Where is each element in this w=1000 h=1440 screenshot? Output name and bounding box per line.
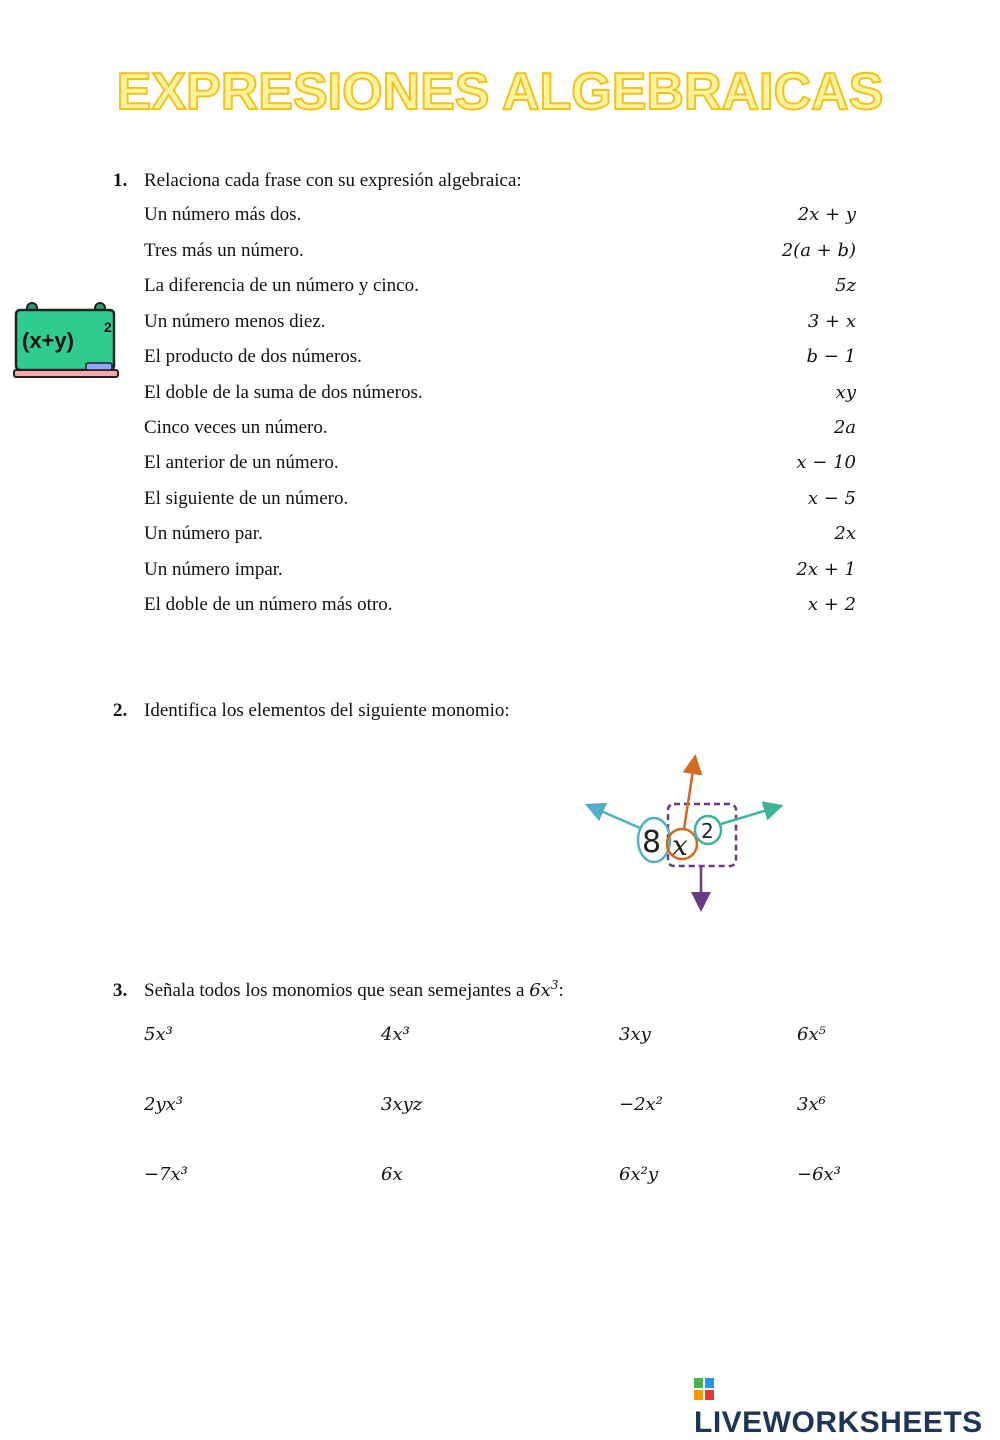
brand-name: LIVEWORKSHEETS bbox=[694, 1406, 983, 1439]
phrase-text: El doble de la suma de dos números. bbox=[144, 382, 423, 403]
phrase-text: El anterior de un número. bbox=[144, 452, 339, 473]
phrase-text: Cinco veces un número. bbox=[144, 417, 328, 438]
expression-text[interactable]: 2x + 1 bbox=[796, 559, 856, 580]
matching-row bbox=[144, 452, 856, 482]
matching-row bbox=[144, 275, 856, 305]
matching-row bbox=[144, 204, 856, 234]
expression-text[interactable]: 2a bbox=[833, 417, 856, 438]
matching-row bbox=[144, 523, 856, 553]
monomial-option[interactable]: −7x³ bbox=[144, 1164, 188, 1185]
phrase-text: Tres más un número. bbox=[144, 240, 304, 261]
expression-text[interactable]: 5z bbox=[835, 275, 856, 296]
phrase-text: Un número par. bbox=[144, 523, 263, 544]
question-prompt: Señala todos los monomios que sean semejantes a bbox=[144, 980, 525, 1001]
coefficient-arrow bbox=[594, 808, 640, 828]
monomial-option[interactable]: 6x bbox=[381, 1164, 403, 1185]
monomial-option[interactable]: 6x²y bbox=[619, 1164, 658, 1185]
monomial-option[interactable]: −6x³ bbox=[797, 1164, 841, 1185]
monomial-option[interactable]: 3x⁶ bbox=[797, 1094, 826, 1115]
matching-row bbox=[144, 346, 856, 376]
phrase-text: Un número menos diez. bbox=[144, 311, 326, 332]
question-number: 3. bbox=[113, 980, 128, 1001]
expression-text[interactable]: b − 1 bbox=[806, 346, 856, 367]
exponent-arrow bbox=[721, 808, 774, 824]
matching-row bbox=[144, 559, 856, 589]
liveworksheets-logo-icon bbox=[694, 1378, 714, 1400]
monomial-option[interactable]: 6x⁵ bbox=[797, 1024, 826, 1045]
question-prompt: Identifica los elementos del siguiente monomio: bbox=[144, 700, 510, 721]
monomial-option[interactable]: −2x² bbox=[619, 1094, 663, 1115]
phrase-text: Un número más dos. bbox=[144, 204, 302, 225]
phrase-text: La diferencia de un número y cinco. bbox=[144, 275, 419, 296]
matching-row bbox=[144, 382, 856, 412]
page-title: EXPRESIONES ALGEBRAICAS bbox=[116, 63, 884, 121]
monomial-variable: x bbox=[672, 829, 688, 862]
expression-text[interactable]: xy bbox=[835, 382, 856, 403]
question-1-heading bbox=[113, 170, 522, 192]
expression-text[interactable]: 2(a + b) bbox=[781, 240, 856, 261]
question-number: 2. bbox=[113, 700, 128, 721]
monomial-option[interactable]: 3xy bbox=[619, 1024, 651, 1045]
expression-text[interactable]: x + 2 bbox=[807, 594, 856, 615]
monomial-option[interactable]: 4x³ bbox=[381, 1024, 410, 1045]
liveworksheets-brand bbox=[694, 1372, 1000, 1440]
question-3-heading: 3. Señala todos los monomios que sean semejantes a $6x^3$: bbox=[113, 978, 564, 1001]
variable-arrow bbox=[684, 764, 694, 829]
monomial-option[interactable]: 5x³ bbox=[144, 1024, 173, 1045]
target-monomial: $6x^3$ bbox=[529, 978, 559, 1001]
matching-row bbox=[144, 240, 856, 270]
monomial-option[interactable]: 2yx³ bbox=[144, 1094, 183, 1115]
question-prompt: Relaciona cada frase con su expresión algebraica: bbox=[144, 170, 522, 191]
monomial-diagram bbox=[584, 752, 784, 912]
question-2-heading bbox=[113, 700, 510, 722]
matching-row bbox=[144, 311, 856, 341]
matching-row bbox=[144, 594, 856, 624]
expression-text[interactable]: 2x + y bbox=[797, 204, 856, 225]
expression-text[interactable]: x − 5 bbox=[807, 488, 856, 509]
question-number: 1. bbox=[113, 170, 128, 191]
matching-row bbox=[144, 417, 856, 447]
monomial-coefficient: 8 bbox=[642, 825, 662, 860]
board-expression: (x+y) bbox=[22, 328, 74, 353]
expression-text[interactable]: x − 10 bbox=[796, 452, 856, 473]
phrase-text: Un número impar. bbox=[144, 559, 283, 580]
expression-text[interactable]: 2x bbox=[834, 523, 856, 544]
phrase-text: El producto de dos números. bbox=[144, 346, 362, 367]
phrase-text: El siguiente de un número. bbox=[144, 488, 349, 509]
board-exponent: 2 bbox=[104, 319, 112, 335]
monomial-exponent: 2 bbox=[701, 819, 714, 843]
expression-text[interactable]: 3 + x bbox=[807, 311, 856, 332]
matching-row bbox=[144, 488, 856, 518]
chalkboard-icon bbox=[12, 300, 120, 384]
phrase-text: El doble de un número más otro. bbox=[144, 594, 393, 615]
monomial-option[interactable]: 3xyz bbox=[381, 1094, 423, 1115]
